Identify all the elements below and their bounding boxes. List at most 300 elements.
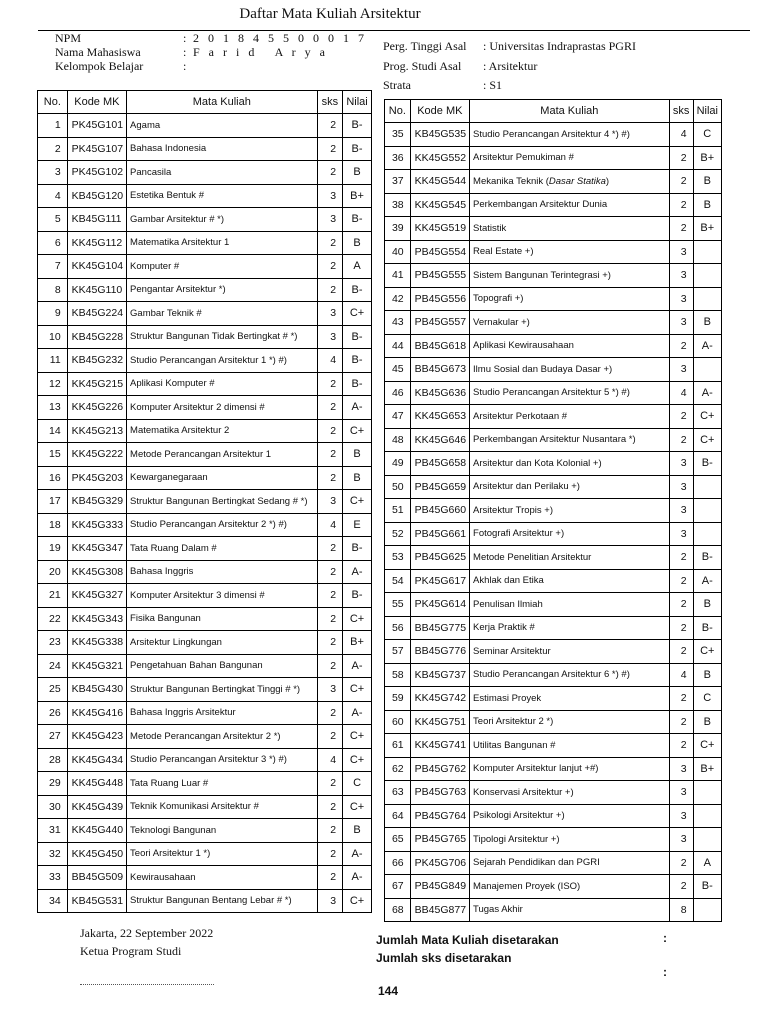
row-number: 15 [38, 443, 68, 467]
row-number: 65 [385, 828, 411, 852]
course-credits: 2 [317, 795, 343, 819]
course-credits: 2 [317, 255, 343, 279]
table-row [385, 311, 722, 335]
table-row [385, 287, 722, 311]
row-number: 64 [385, 804, 411, 828]
course-credits: 2 [669, 875, 693, 899]
table-row [38, 466, 372, 490]
course-code: KK45G552 [410, 146, 469, 170]
course-code: PB45G764 [410, 804, 469, 828]
course-grade [693, 499, 721, 523]
row-number: 51 [385, 499, 411, 523]
course-code: KB45G120 [67, 184, 126, 208]
course-code: PB45G660 [410, 499, 469, 523]
table-row [38, 231, 372, 255]
course-credits: 3 [317, 889, 343, 913]
row-number: 12 [38, 372, 68, 396]
course-name: Bahasa Inggris Arsitektur [127, 701, 318, 725]
table-header-row [385, 100, 722, 123]
course-credits: 2 [317, 631, 343, 655]
course-name: Studio Perancangan Arsitektur 3 *) #) [127, 748, 318, 772]
row-number: 59 [385, 687, 411, 711]
course-code: KK45G343 [67, 607, 126, 631]
table-row [38, 419, 372, 443]
row-number: 40 [385, 240, 411, 264]
course-name: Arsitektur dan Perilaku +) [470, 475, 670, 499]
course-grade: B- [343, 349, 372, 373]
course-code: KK45G742 [410, 687, 469, 711]
course-table-left [37, 90, 372, 913]
table-row [38, 819, 372, 843]
course-code: PB45G659 [410, 475, 469, 499]
npm-row [55, 31, 367, 45]
course-credits: 2 [317, 537, 343, 561]
course-name: Komputer # [127, 255, 318, 279]
course-credits: 4 [669, 123, 693, 147]
course-credits: 2 [669, 217, 693, 241]
place-date: Jakarta, 22 September 2022 [80, 926, 214, 940]
course-grade: C+ [693, 640, 721, 664]
table-row [38, 654, 372, 678]
course-name: Perkembangan Arsitektur Nusantara *) [470, 428, 670, 452]
table-row [38, 631, 372, 655]
row-number: 1 [38, 114, 68, 138]
table-row [385, 475, 722, 499]
course-credits: 2 [669, 710, 693, 734]
course-credits: 3 [669, 781, 693, 805]
course-code: KK45G338 [67, 631, 126, 655]
table-row [385, 898, 722, 922]
summary-block [376, 931, 559, 967]
course-name: Fisika Bangunan [127, 607, 318, 631]
row-number: 55 [385, 593, 411, 617]
course-name: Statistik [470, 217, 670, 241]
header-no: No. [385, 100, 411, 123]
row-number: 42 [385, 287, 411, 311]
course-name: Seminar Arsitektur [470, 640, 670, 664]
table-header-row [38, 91, 372, 114]
course-grade: C [343, 772, 372, 796]
course-credits: 4 [669, 663, 693, 687]
course-name: Studio Perancangan Arsitektur 2 *) #) [127, 513, 318, 537]
row-number: 26 [38, 701, 68, 725]
course-grade: B- [693, 452, 721, 476]
course-grade: C+ [343, 419, 372, 443]
course-grade: B- [693, 875, 721, 899]
row-number: 24 [38, 654, 68, 678]
course-code: KB45G737 [410, 663, 469, 687]
course-name: Metode Penelitian Arsitektur [470, 546, 670, 570]
course-name: Estetika Bentuk # [127, 184, 318, 208]
row-number: 58 [385, 663, 411, 687]
table-row [38, 396, 372, 420]
row-number: 30 [38, 795, 68, 819]
course-grade: A [693, 851, 721, 875]
course-grade: B- [693, 546, 721, 570]
course-code: PK45G614 [410, 593, 469, 617]
course-grade: B- [693, 616, 721, 640]
table-row [38, 278, 372, 302]
course-code: KK45G308 [67, 560, 126, 584]
course-code: BB45G618 [410, 334, 469, 358]
course-credits: 2 [669, 193, 693, 217]
course-grade: C+ [343, 302, 372, 326]
course-credits: 3 [669, 287, 693, 311]
course-name: Tipologi Arsitektur +) [470, 828, 670, 852]
table-row [385, 405, 722, 429]
course-name-emphasis: Dasar Statika [548, 175, 606, 187]
university-label: Perg. Tinggi Asal [383, 39, 467, 53]
course-credits: 2 [317, 607, 343, 631]
course-grade: A- [693, 381, 721, 405]
course-code: PB45G765 [410, 828, 469, 852]
course-code: PB45G557 [410, 311, 469, 335]
course-name: Studio Perancangan Arsitektur 1 *) #) [127, 349, 318, 373]
course-credits: 2 [317, 772, 343, 796]
course-grade: C+ [343, 725, 372, 749]
row-number: 57 [385, 640, 411, 664]
npm-label: NPM [55, 31, 82, 45]
course-name: Metode Perancangan Arsitektur 1 [127, 443, 318, 467]
row-number: 54 [385, 569, 411, 593]
course-grade: B+ [343, 184, 372, 208]
name-label: Nama Mahasiswa [55, 45, 141, 59]
header-kode: Kode MK [67, 91, 126, 114]
table-row [385, 640, 722, 664]
course-grade: B [693, 710, 721, 734]
course-grade: C+ [343, 607, 372, 631]
course-credits: 2 [669, 146, 693, 170]
course-name: Teknik Komunikasi Arsitektur # [127, 795, 318, 819]
course-grade: B [693, 170, 721, 194]
row-number: 62 [385, 757, 411, 781]
course-grade: A- [343, 842, 372, 866]
table-row [385, 828, 722, 852]
course-credits: 2 [669, 616, 693, 640]
course-grade: B+ [343, 631, 372, 655]
npm-value: 2 0 1 8 4 5 5 0 0 0 1 7 [193, 31, 367, 45]
table-row [385, 687, 722, 711]
table-row [385, 217, 722, 241]
course-code: KK45G751 [410, 710, 469, 734]
course-credits: 2 [317, 819, 343, 843]
course-code: KK45G112 [67, 231, 126, 255]
course-code: KK45G215 [67, 372, 126, 396]
course-grade: C+ [343, 795, 372, 819]
course-credits: 3 [317, 325, 343, 349]
row-number: 34 [38, 889, 68, 913]
course-grade: B [343, 466, 372, 490]
table-row [38, 560, 372, 584]
table-row [38, 772, 372, 796]
row-number: 35 [385, 123, 411, 147]
course-code: KK45G545 [410, 193, 469, 217]
course-grade: B- [343, 114, 372, 138]
course-code: PK45G107 [67, 137, 126, 161]
row-number: 68 [385, 898, 411, 922]
row-number: 49 [385, 452, 411, 476]
table-row [38, 161, 372, 185]
table-row [38, 842, 372, 866]
course-credits: 3 [669, 522, 693, 546]
course-credits: 2 [669, 405, 693, 429]
course-credits: 2 [317, 137, 343, 161]
course-credits: 2 [669, 546, 693, 570]
row-number: 60 [385, 710, 411, 734]
row-number: 45 [385, 358, 411, 382]
course-credits: 3 [669, 311, 693, 335]
name-value: F a r i d A r y a [193, 45, 328, 59]
table-row [38, 349, 372, 373]
course-name: Matematika Arsitektur 1 [127, 231, 318, 255]
course-credits: 2 [669, 334, 693, 358]
course-code: BB45G877 [410, 898, 469, 922]
course-grade [693, 804, 721, 828]
course-credits: 2 [669, 734, 693, 758]
row-number: 11 [38, 349, 68, 373]
course-name: Teori Arsitektur 1 *) [127, 842, 318, 866]
course-code: KB45G430 [67, 678, 126, 702]
course-name: Agama [127, 114, 318, 138]
course-credits: 2 [317, 466, 343, 490]
row-number: 63 [385, 781, 411, 805]
course-code: BB45G673 [410, 358, 469, 382]
course-code: KB45G228 [67, 325, 126, 349]
row-number: 32 [38, 842, 68, 866]
course-grade: A- [343, 866, 372, 890]
row-number: 3 [38, 161, 68, 185]
course-name: Pengantar Arsitektur *) [127, 278, 318, 302]
course-credits: 3 [669, 828, 693, 852]
course-credits: 2 [317, 396, 343, 420]
row-number: 21 [38, 584, 68, 608]
course-name: Kerja Praktik # [470, 616, 670, 640]
row-number: 37 [385, 170, 411, 194]
group-separator: : [183, 59, 187, 73]
course-code: KK45G327 [67, 584, 126, 608]
signature-line [80, 984, 214, 985]
table-row [385, 663, 722, 687]
course-grade: E [343, 513, 372, 537]
course-code: KK45G434 [67, 748, 126, 772]
row-number: 47 [385, 405, 411, 429]
course-name: Mekanika Teknik (Dasar Statika) [470, 170, 670, 194]
course-name: Estimasi Proyek [470, 687, 670, 711]
table-row [385, 734, 722, 758]
course-credits: 4 [317, 349, 343, 373]
course-name: Struktur Bangunan Tidak Bertingkat # *) [127, 325, 318, 349]
course-credits: 3 [669, 264, 693, 288]
table-row [38, 607, 372, 631]
row-number: 56 [385, 616, 411, 640]
course-credits: 2 [317, 372, 343, 396]
course-name: Pancasila [127, 161, 318, 185]
row-number: 19 [38, 537, 68, 561]
group-label: Kelompok Belajar [55, 59, 144, 73]
row-number: 20 [38, 560, 68, 584]
level-value: : S1 [483, 78, 503, 92]
course-code: PK45G617 [410, 569, 469, 593]
table-row [385, 804, 722, 828]
university-row [383, 37, 636, 57]
course-code: PB45G762 [410, 757, 469, 781]
course-credits: 2 [669, 170, 693, 194]
course-name: Sejarah Pendidikan dan PGRI [470, 851, 670, 875]
table-row [38, 748, 372, 772]
course-code: KK45G226 [67, 396, 126, 420]
course-name: Studio Perancangan Arsitektur 6 *) #) [470, 663, 670, 687]
course-code: KK45G448 [67, 772, 126, 796]
course-grade: B [693, 193, 721, 217]
course-name: Vernakular +) [470, 311, 670, 335]
course-grade: A [343, 255, 372, 279]
course-credits: 3 [317, 678, 343, 702]
program-row [383, 57, 636, 77]
table-row [385, 381, 722, 405]
course-name: Studio Perancangan Arsitektur 5 *) #) [470, 381, 670, 405]
table-row [385, 334, 722, 358]
table-row [385, 123, 722, 147]
course-code: KK45G653 [410, 405, 469, 429]
row-number: 23 [38, 631, 68, 655]
course-name: Real Estate +) [470, 240, 670, 264]
course-grade: C [693, 687, 721, 711]
course-grade: C+ [693, 734, 721, 758]
course-grade: B- [343, 584, 372, 608]
course-code: KK45G439 [67, 795, 126, 819]
table-row [38, 372, 372, 396]
course-name: Perkembangan Arsitektur Dunia [470, 193, 670, 217]
course-grade: B- [343, 537, 372, 561]
row-number: 43 [385, 311, 411, 335]
table-row [38, 208, 372, 232]
course-code: KB45G224 [67, 302, 126, 326]
course-credits: 2 [317, 231, 343, 255]
table-row [385, 875, 722, 899]
course-credits: 3 [317, 208, 343, 232]
header-sks: sks [669, 100, 693, 123]
course-name: Konservasi Arsitektur +) [470, 781, 670, 805]
course-code: PK45G102 [67, 161, 126, 185]
course-name: Arsitektur Tropis +) [470, 499, 670, 523]
course-code: KK45G741 [410, 734, 469, 758]
course-name: Arsitektur dan Kota Kolonial +) [470, 452, 670, 476]
program-value: : Arsitektur [483, 58, 538, 73]
course-code: KK45G450 [67, 842, 126, 866]
row-number: 17 [38, 490, 68, 514]
total-sks-colon: : [663, 965, 667, 979]
course-credits: 3 [669, 358, 693, 382]
table-row [38, 255, 372, 279]
course-grade [693, 898, 721, 922]
table-row [385, 569, 722, 593]
table-row [385, 170, 722, 194]
row-number: 38 [385, 193, 411, 217]
course-grade: C+ [343, 889, 372, 913]
table-row [385, 593, 722, 617]
course-code: PB45G625 [410, 546, 469, 570]
course-code: BB45G775 [410, 616, 469, 640]
course-grade: B- [343, 208, 372, 232]
course-name: Komputer Arsitektur 2 dimensi # [127, 396, 318, 420]
course-name: Pengetahuan Bahan Bangunan [127, 654, 318, 678]
course-code: KB45G531 [67, 889, 126, 913]
course-grade: B- [343, 372, 372, 396]
course-code: KK45G222 [67, 443, 126, 467]
course-code: KB45G535 [410, 123, 469, 147]
course-grade: A- [343, 396, 372, 420]
course-code: KB45G232 [67, 349, 126, 373]
row-number: 31 [38, 819, 68, 843]
row-number: 8 [38, 278, 68, 302]
course-code: BB45G509 [67, 866, 126, 890]
course-credits: 2 [317, 560, 343, 584]
student-info [55, 31, 367, 73]
course-grade: A- [343, 654, 372, 678]
course-grade [693, 522, 721, 546]
course-code: PB45G554 [410, 240, 469, 264]
course-credits: 3 [669, 757, 693, 781]
course-grade [693, 358, 721, 382]
table-row [38, 513, 372, 537]
row-number: 39 [385, 217, 411, 241]
course-grade [693, 287, 721, 311]
course-name: Fotografi Arsitektur +) [470, 522, 670, 546]
course-name: Struktur Bangunan Bentang Lebar # *) [127, 889, 318, 913]
course-name: Arsitektur Lingkungan [127, 631, 318, 655]
course-grade: B [343, 443, 372, 467]
table-row [38, 678, 372, 702]
row-number: 48 [385, 428, 411, 452]
course-name: Studio Perancangan Arsitektur 4 *) #) [470, 123, 670, 147]
course-grade: B [693, 593, 721, 617]
document-title: Daftar Mata Kuliah Arsitektur [239, 6, 421, 22]
course-grade: A- [343, 560, 372, 584]
row-number: 36 [385, 146, 411, 170]
table-row [385, 240, 722, 264]
table-row [38, 795, 372, 819]
table-row [385, 546, 722, 570]
course-code: KB45G329 [67, 490, 126, 514]
university-value: : Universitas Indraprastas PGRI [483, 39, 636, 53]
course-grade: C [693, 123, 721, 147]
row-number: 22 [38, 607, 68, 631]
course-grade: B [343, 231, 372, 255]
total-sks-label: Jumlah sks disetarakan [376, 951, 512, 965]
row-number: 18 [38, 513, 68, 537]
course-name: Struktur Bangunan Bertingkat Tinggi # *) [127, 678, 318, 702]
course-name: Aplikasi Kewirausahaan [470, 334, 670, 358]
course-name: Komputer Arsitektur lanjut +#) [470, 757, 670, 781]
course-name: Matematika Arsitektur 2 [127, 419, 318, 443]
table-row [38, 725, 372, 749]
row-number: 53 [385, 546, 411, 570]
course-credits: 4 [317, 748, 343, 772]
page-number: 144 [378, 984, 399, 998]
table-row [385, 522, 722, 546]
table-row [385, 358, 722, 382]
row-number: 52 [385, 522, 411, 546]
course-credits: 2 [317, 701, 343, 725]
row-number: 7 [38, 255, 68, 279]
course-name: Tata Ruang Dalam # [127, 537, 318, 561]
course-credits: 3 [669, 804, 693, 828]
course-code: KK45G347 [67, 537, 126, 561]
course-name: Teori Arsitektur 2 *) [470, 710, 670, 734]
row-number: 66 [385, 851, 411, 875]
course-credits: 2 [669, 569, 693, 593]
course-grade: B [693, 663, 721, 687]
